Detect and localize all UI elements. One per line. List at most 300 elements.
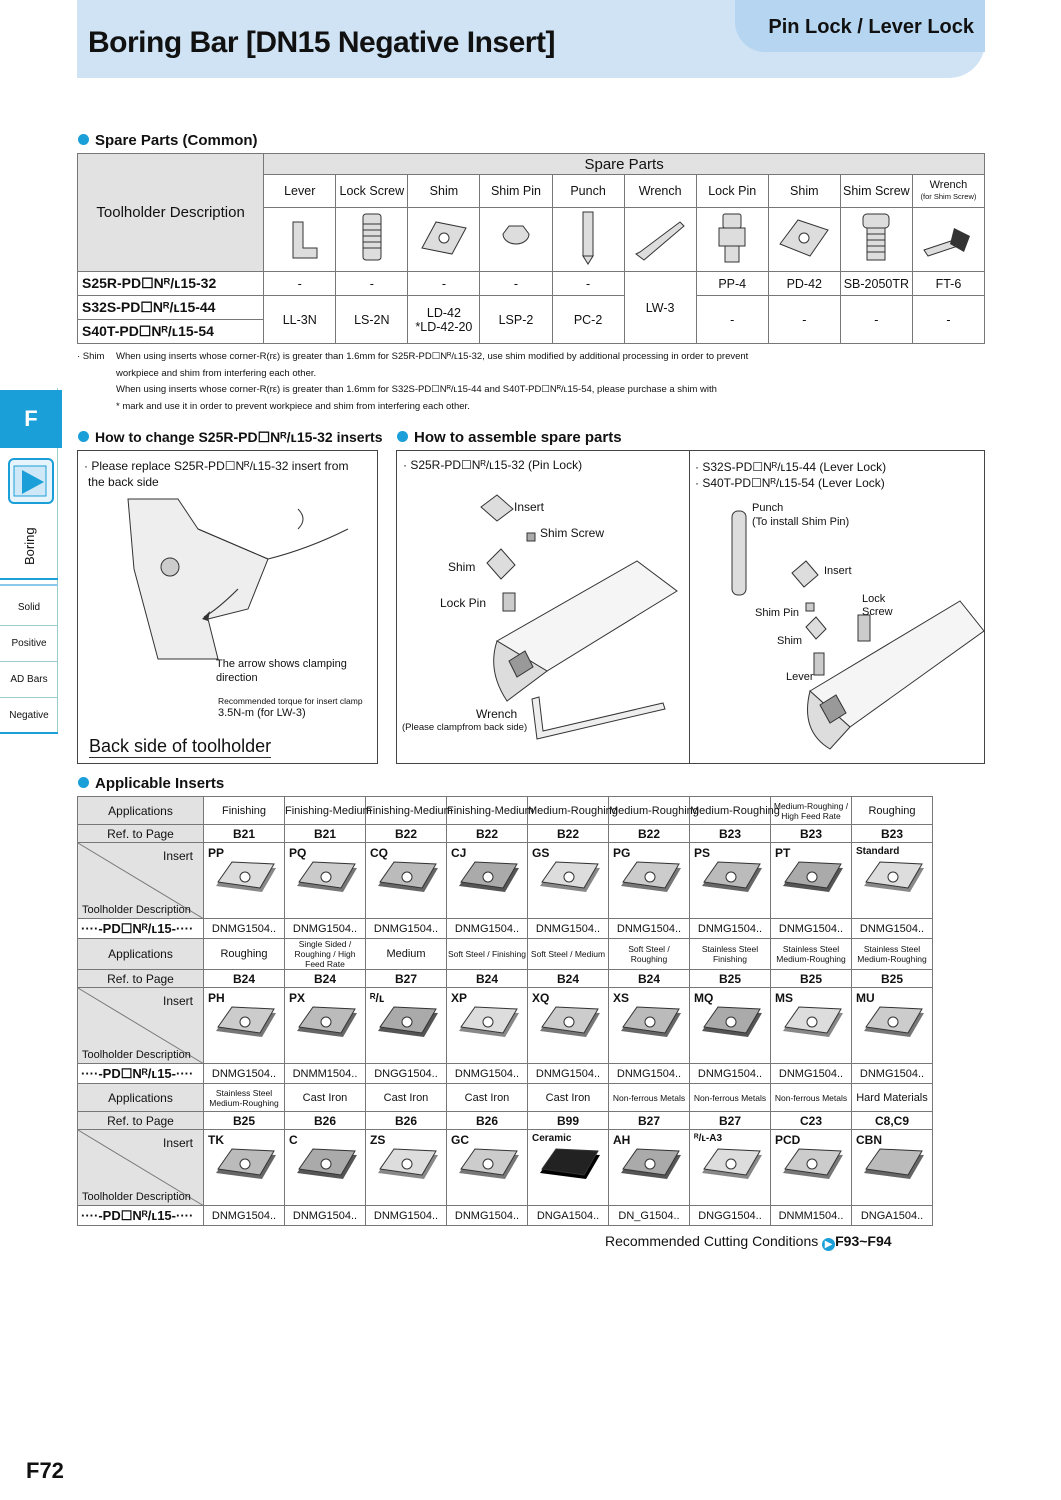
insert-icon	[457, 860, 521, 900]
application-cell: Stainless Steel Medium-Roughing	[771, 939, 852, 970]
label-shim-pin: Shim Pin	[755, 607, 800, 619]
boring-icon	[8, 458, 54, 504]
insert-icon	[295, 1147, 359, 1187]
insert-icon	[781, 1147, 845, 1187]
insert-cell[interactable]	[528, 1130, 609, 1206]
ref-page-cell[interactable]: B22	[366, 825, 447, 843]
label-shim-screw: Shim Screw	[540, 526, 605, 540]
spare-parts-group-header: Spare Parts	[264, 154, 985, 175]
insert-icon	[700, 860, 764, 900]
shim-alt-value: *LD-42-20	[415, 319, 473, 334]
insert-desc-header	[78, 843, 204, 919]
label-insert: Insert	[162, 849, 193, 863]
spare-parts-table	[77, 153, 985, 344]
change-title: How to change S25R-PD☐Nᴿ/ʟ15-32 inserts	[95, 429, 383, 445]
ref-page-cell[interactable]: B25	[771, 970, 852, 988]
lever-lock-head-1: · S32S-PD☐Nᴿ/ʟ15-44 (Lever Lock)	[695, 460, 887, 474]
pin-lock-head: · S25R-PD☐Nᴿ/ʟ15-32 (Pin Lock)	[403, 458, 583, 472]
ref-page-cell[interactable]: B25	[690, 970, 771, 988]
insert-name: CJ	[451, 846, 467, 860]
cell: -	[840, 296, 912, 344]
label-shim-2: Shim	[777, 635, 803, 647]
application-cell: Medium-Roughing / High Feed Rate	[771, 797, 852, 825]
shim-2-icon	[768, 208, 840, 272]
col-lever: Lever	[264, 175, 336, 208]
arrow-right-icon: ▶	[822, 1238, 835, 1251]
insert-cell[interactable]	[366, 1130, 447, 1206]
cell-shim	[408, 296, 480, 344]
insert-name: PG	[613, 846, 631, 860]
insert-name: PQ	[289, 846, 307, 860]
insert-code-cell: DNMG1504..	[204, 1064, 285, 1084]
header-tag-label: Pin Lock / Lever Lock	[768, 16, 974, 38]
torque-note-2: 3.5N-m (for LW-3)	[218, 707, 306, 719]
shim-value: LD-42	[426, 305, 461, 320]
side-nav	[0, 590, 58, 734]
cell: -	[552, 272, 624, 296]
insert-cell[interactable]	[771, 843, 852, 919]
lever-lock-head-2: · S40T-PD☐Nᴿ/ʟ15-54 (Lever Lock)	[695, 476, 885, 490]
application-cell: Medium-Roughing	[528, 797, 609, 825]
application-cell: Cast Iron	[285, 1084, 366, 1112]
col-wrench-2-note: (for Shim Screw)	[920, 192, 977, 201]
insert-cell[interactable]	[204, 988, 285, 1064]
insert-icon	[781, 860, 845, 900]
insert-cell[interactable]	[771, 988, 852, 1064]
insert-cell[interactable]	[852, 988, 933, 1064]
arrow-note-1: The arrow shows clamping	[216, 658, 347, 670]
ref-page-cell[interactable]: B24	[609, 970, 690, 988]
insert-cell[interactable]	[852, 843, 933, 919]
application-cell: Soft Steel / Medium	[528, 939, 609, 970]
insert-cell[interactable]	[447, 988, 528, 1064]
col-shim-2: Shim	[768, 175, 840, 208]
lock-pin-icon	[696, 208, 768, 272]
insert-code-cell: DNMG1504..	[609, 919, 690, 939]
label-ref-page: Ref. to Page	[78, 970, 204, 988]
insert-code-cell: DNMG1504..	[204, 919, 285, 939]
application-cell: Single Sided / Roughing / High Feed Rate	[285, 939, 366, 970]
inserts-title: Applicable Inserts	[95, 775, 225, 792]
insert-icon	[295, 1005, 359, 1045]
insert-code-cell: DNMG1504..	[690, 1064, 771, 1084]
insert-name: PP	[208, 846, 225, 860]
change-heading	[78, 429, 383, 446]
cell: -	[408, 272, 480, 296]
insert-icon	[700, 1147, 764, 1187]
row-desc-2: S32S-PD☐Nᴿ/ʟ15-44	[78, 296, 264, 320]
insert-name: Standard	[856, 846, 900, 857]
insert-code-cell: DNMG1504..	[285, 1206, 366, 1226]
insert-code-cell: DNMG1504..	[447, 1064, 528, 1084]
ref-page-cell[interactable]: B26	[366, 1112, 447, 1130]
insert-cell[interactable]	[771, 1130, 852, 1206]
ref-page-cell[interactable]: B24	[285, 970, 366, 988]
col-wrench: Wrench	[624, 175, 696, 208]
cell: -	[912, 296, 984, 344]
insert-name: MQ	[694, 991, 714, 1005]
label-wrench-note: (Please clampfrom back side)	[402, 722, 528, 733]
page-number: F72	[26, 1458, 64, 1483]
insert-name: ᴿ/ʟ	[370, 991, 385, 1005]
label-insert-2: Insert	[824, 565, 852, 577]
ref-page-cell[interactable]: B23	[690, 825, 771, 843]
note-line: When using inserts whose corner-R(rε) is greater than 1.6mm for S32S-PD☐Nᴿ/ʟ15-44 and S40T-PD☐Nᴿ/ʟ15-54, please purchase a shim with	[116, 384, 717, 395]
wrench-2-icon	[912, 208, 984, 272]
cell: -	[480, 272, 552, 296]
side-item-solid[interactable]: Solid	[0, 590, 58, 626]
insert-cell[interactable]	[285, 843, 366, 919]
insert-icon	[214, 860, 278, 900]
note-line: * mark and use it in order to prevent workpiece and shim from interfering each other.	[116, 400, 470, 412]
insert-name: XQ	[532, 991, 550, 1005]
insert-icon	[700, 1005, 764, 1045]
label-lock-screw	[862, 593, 893, 619]
label-applications: Applications	[78, 797, 204, 825]
wrench-icon	[624, 208, 696, 272]
insert-cell[interactable]	[609, 1130, 690, 1206]
application-cell: Cast Iron	[366, 1084, 447, 1112]
insert-icon	[376, 1147, 440, 1187]
insert-name: PCD	[775, 1133, 801, 1147]
insert-name: GC	[451, 1133, 469, 1147]
bullet-icon	[78, 431, 89, 442]
application-cell: Soft Steel / Roughing	[609, 939, 690, 970]
cell: PD-42	[768, 272, 840, 296]
insert-cell[interactable]	[609, 843, 690, 919]
toolholder-code: ····-PD☐Nᴿ/ʟ15-····	[78, 919, 204, 939]
ref-page-cell[interactable]: C8,C9	[852, 1112, 933, 1130]
change-text-2: the back side	[88, 475, 159, 489]
pin-lock-illustration	[397, 481, 689, 761]
cell: SB-2050TR	[840, 272, 912, 296]
insert-name: TK	[208, 1133, 224, 1147]
insert-icon	[862, 860, 926, 900]
application-cell: Finishing	[204, 797, 285, 825]
ref-page-cell[interactable]: B24	[447, 970, 528, 988]
label-toolholder-desc: Toolholder Description	[82, 1191, 191, 1203]
insert-icon	[538, 1147, 602, 1187]
application-cell: Stainless Steel Finishing	[690, 939, 771, 970]
toolholder-code: ····-PD☐Nᴿ/ʟ15-····	[78, 1064, 204, 1084]
lever-lock-illustration	[690, 491, 984, 763]
insert-icon	[214, 1147, 278, 1187]
insert-code-cell: DNMG1504..	[285, 919, 366, 939]
bullet-icon	[78, 134, 89, 145]
ref-page-cell[interactable]: B22	[528, 825, 609, 843]
application-cell: Cast Iron	[447, 1084, 528, 1112]
ref-page-cell[interactable]: C23	[771, 1112, 852, 1130]
application-cell: Non-ferrous Metals	[609, 1084, 690, 1112]
assemble-heading	[397, 429, 622, 446]
insert-cell[interactable]	[528, 988, 609, 1064]
insert-name: Ceramic	[532, 1133, 572, 1144]
insert-code-cell: DNMG1504..	[366, 1206, 447, 1226]
inserts-heading	[78, 775, 224, 792]
insert-code-cell: DNMG1504..	[366, 919, 447, 939]
cell: LSP-2	[480, 296, 552, 344]
application-cell: Cast Iron	[528, 1084, 609, 1112]
note-label: · Shim	[77, 351, 105, 362]
insert-code-cell: DNMM1504..	[771, 1206, 852, 1226]
insert-name: C	[289, 1133, 298, 1147]
label-applications: Applications	[78, 939, 204, 970]
insert-desc-header	[78, 988, 204, 1064]
ref-page-cell[interactable]: B24	[204, 970, 285, 988]
insert-icon	[295, 860, 359, 900]
label-ref-page: Ref. to Page	[78, 825, 204, 843]
label-shim: Shim	[448, 560, 476, 574]
insert-cell[interactable]	[447, 1130, 528, 1206]
application-cell: Stainless Steel Medium-Roughing	[204, 1084, 285, 1112]
cell: LS-2N	[336, 296, 408, 344]
cell: LL-3N	[264, 296, 336, 344]
insert-cell[interactable]	[204, 843, 285, 919]
note-line: workpiece and shim from interfering each other.	[116, 367, 317, 379]
cell: -	[768, 296, 840, 344]
insert-cell[interactable]	[609, 988, 690, 1064]
side-category: Boring	[22, 527, 37, 565]
insert-cell[interactable]	[204, 1130, 285, 1206]
shim-icon	[408, 208, 480, 272]
assemble-box	[396, 450, 985, 764]
application-cell: Roughing	[204, 939, 285, 970]
col-lock-screw: Lock Screw	[336, 175, 408, 208]
ref-page-cell[interactable]: B22	[447, 825, 528, 843]
application-cell: Hard Materials	[852, 1084, 933, 1112]
side-divider	[0, 578, 58, 586]
insert-icon	[781, 1005, 845, 1045]
ref-page-cell[interactable]: B25	[852, 970, 933, 988]
change-text	[84, 458, 348, 490]
insert-cell[interactable]	[285, 1130, 366, 1206]
label-toolholder-desc: Toolholder Description	[82, 1049, 191, 1061]
ref-page-cell[interactable]: B21	[285, 825, 366, 843]
cell: PP-4	[696, 272, 768, 296]
section-letter: F	[0, 390, 62, 448]
ref-page-cell[interactable]: B27	[690, 1112, 771, 1130]
insert-name: ZS	[370, 1133, 386, 1147]
application-cell: Roughing	[852, 797, 933, 825]
bullet-icon	[78, 777, 89, 788]
col-wrench-2	[912, 175, 984, 208]
insert-desc-header	[78, 1130, 204, 1206]
label-lock-screw-1: Lock	[862, 593, 886, 605]
insert-icon	[457, 1147, 521, 1187]
insert-name: PS	[694, 846, 711, 860]
insert-icon	[619, 1005, 683, 1045]
toolholder-desc-header: Toolholder Description	[78, 154, 264, 272]
insert-name: GS	[532, 846, 550, 860]
col-punch: Punch	[552, 175, 624, 208]
ref-page-cell[interactable]: B23	[771, 825, 852, 843]
insert-icon	[619, 1147, 683, 1187]
toolholder-code: ····-PD☐Nᴿ/ʟ15-····	[78, 1206, 204, 1226]
label-insert: Insert	[162, 1136, 193, 1150]
insert-code-cell: DNMG1504..	[771, 919, 852, 939]
col-shim: Shim	[408, 175, 480, 208]
label-insert: Insert	[162, 994, 193, 1008]
insert-code-cell: DNMG1504..	[852, 1064, 933, 1084]
insert-name: AH	[613, 1133, 631, 1147]
ref-page-cell[interactable]: B23	[852, 825, 933, 843]
insert-code-cell: DNMG1504..	[609, 1064, 690, 1084]
insert-code-cell: DNGG1504..	[690, 1206, 771, 1226]
lever-lock-heads	[695, 459, 886, 491]
insert-cell[interactable]	[366, 988, 447, 1064]
application-cell: Medium-Roughing	[690, 797, 771, 825]
col-shim-screw: Shim Screw	[840, 175, 912, 208]
application-cell: Finishing-Medium	[447, 797, 528, 825]
application-cell: Medium	[366, 939, 447, 970]
side-item-positive[interactable]: Positive	[0, 626, 58, 662]
label-ref-page: Ref. to Page	[78, 1112, 204, 1130]
insert-name: CBN	[856, 1133, 882, 1147]
ref-page-cell[interactable]: B24	[528, 970, 609, 988]
application-cell: Finishing-Medium	[285, 797, 366, 825]
ref-page-cell[interactable]: B25	[204, 1112, 285, 1130]
ref-page-cell[interactable]: B21	[204, 825, 285, 843]
shim-screw-icon	[840, 208, 912, 272]
cell-wrench: LW-3	[624, 272, 696, 344]
side-item-ad-bars[interactable]: AD Bars	[0, 662, 58, 698]
insert-icon	[214, 1005, 278, 1045]
label-insert: Insert	[514, 500, 545, 514]
insert-code-cell: DNMG1504..	[528, 1064, 609, 1084]
cell: FT-6	[912, 272, 984, 296]
note-line: When using inserts whose corner-R(rε) is greater than 1.6mm for S25R-PD☐Nᴿ/ʟ15-32, use shim modified by additional processing in order to prevent	[116, 351, 749, 362]
insert-name: ᴿ/ʟ-A3	[694, 1133, 723, 1144]
toolholder-back-illustration	[118, 499, 348, 659]
insert-name: CQ	[370, 846, 388, 860]
insert-cell[interactable]	[285, 988, 366, 1064]
application-cell: Finishing-Medium	[366, 797, 447, 825]
insert-name: MS	[775, 991, 793, 1005]
col-shim-pin: Shim Pin	[480, 175, 552, 208]
col-lock-pin: Lock Pin	[696, 175, 768, 208]
spare-parts-title: Spare Parts (Common)	[95, 132, 258, 149]
cell: -	[264, 272, 336, 296]
insert-code-cell: DNMG1504..	[771, 1064, 852, 1084]
row-desc-1: S25R-PD☐Nᴿ/ʟ15-32	[78, 272, 264, 296]
ref-page-cell[interactable]: B26	[285, 1112, 366, 1130]
cutting-conditions-label: Recommended Cutting Conditions	[605, 1233, 819, 1249]
application-cell: Non-ferrous Metals	[771, 1084, 852, 1112]
insert-name: PX	[289, 991, 306, 1005]
cutting-conditions-link[interactable]	[605, 1233, 892, 1251]
insert-name: XP	[451, 991, 468, 1005]
insert-icon	[376, 1005, 440, 1045]
insert-cell[interactable]	[366, 843, 447, 919]
insert-code-cell: DNMG1504..	[690, 919, 771, 939]
application-cell: Soft Steel / Finishing	[447, 939, 528, 970]
insert-cell[interactable]	[447, 843, 528, 919]
torque-note-1: Recommended torque for insert clamp	[218, 696, 363, 706]
punch-icon	[552, 208, 624, 272]
insert-name: XS	[613, 991, 630, 1005]
label-lock-pin: Lock Pin	[440, 596, 487, 610]
cell: -	[336, 272, 408, 296]
insert-name: PT	[775, 846, 791, 860]
insert-icon	[538, 860, 602, 900]
change-box	[77, 450, 378, 764]
label-punch	[752, 501, 849, 529]
ref-page-cell[interactable]: B27	[366, 970, 447, 988]
insert-icon	[862, 1147, 926, 1187]
insert-icon	[862, 1005, 926, 1045]
inserts-table	[77, 796, 933, 1226]
arrow-note	[216, 657, 347, 685]
insert-code-cell: DN_G1504..	[609, 1206, 690, 1226]
cell: -	[696, 296, 768, 344]
change-caption: Back side of toolholder	[89, 736, 272, 756]
ref-page-cell[interactable]: B22	[609, 825, 690, 843]
row-desc-3: S40T-PD☐Nᴿ/ʟ15-54	[78, 320, 264, 344]
label-punch-2: (To install Shim Pin)	[752, 516, 850, 528]
insert-icon	[619, 860, 683, 900]
insert-cell[interactable]	[690, 988, 771, 1064]
lock-screw-icon	[336, 208, 408, 272]
spare-parts-heading	[78, 132, 258, 149]
torque-note	[218, 695, 363, 719]
label-toolholder-desc: Toolholder Description	[82, 904, 191, 916]
insert-code-cell: DNMG1504..	[204, 1206, 285, 1226]
insert-code-cell: DNMG1504..	[852, 919, 933, 939]
cutting-conditions-ref: F93~F94	[835, 1233, 892, 1249]
insert-code-cell: DNGA1504..	[528, 1206, 609, 1226]
header-tag	[735, 0, 985, 52]
cell: PC-2	[552, 296, 624, 344]
label-punch-1: Punch	[752, 502, 784, 514]
shim-pin-icon	[480, 208, 552, 272]
insert-icon	[376, 860, 440, 900]
insert-code-cell: DNMG1504..	[447, 919, 528, 939]
application-cell: Medium-Roughing	[609, 797, 690, 825]
side-item-negative[interactable]: Negative	[0, 698, 58, 734]
bullet-icon	[397, 431, 408, 442]
assemble-title: How to assemble spare parts	[414, 429, 622, 446]
label-lock-screw-2: Screw	[862, 606, 893, 618]
page-title: Boring Bar [DN15 Negative Insert]	[88, 26, 555, 59]
insert-code-cell: DNMG1504..	[447, 1206, 528, 1226]
insert-code-cell: DNMG1504..	[528, 919, 609, 939]
insert-code-cell: DNGG1504..	[366, 1064, 447, 1084]
ref-page-cell[interactable]: B99	[528, 1112, 609, 1130]
insert-cell[interactable]	[690, 1130, 771, 1206]
ref-page-cell[interactable]: B27	[609, 1112, 690, 1130]
application-cell: Non-ferrous Metals	[690, 1084, 771, 1112]
insert-cell[interactable]	[852, 1130, 933, 1206]
insert-icon	[538, 1005, 602, 1045]
insert-code-cell: DNMM1504..	[285, 1064, 366, 1084]
label-wrench: Wrench	[476, 707, 518, 721]
col-wrench-2-label: Wrench	[929, 179, 968, 191]
application-cell: Stainless Steel Medium-Roughing	[852, 939, 933, 970]
insert-name: MU	[856, 991, 875, 1005]
ref-page-cell[interactable]: B26	[447, 1112, 528, 1130]
insert-code-cell: DNGA1504..	[852, 1206, 933, 1226]
insert-icon	[457, 1005, 521, 1045]
notes	[116, 349, 816, 415]
insert-cell[interactable]	[528, 843, 609, 919]
label-lever: Lever	[786, 671, 814, 683]
insert-cell[interactable]	[690, 843, 771, 919]
change-text-1: · Please replace S25R-PD☐Nᴿ/ʟ15-32 insert from	[84, 459, 349, 473]
insert-name: PH	[208, 991, 225, 1005]
lever-icon	[264, 208, 336, 272]
label-applications: Applications	[78, 1084, 204, 1112]
arrow-note-2: direction	[216, 672, 258, 684]
